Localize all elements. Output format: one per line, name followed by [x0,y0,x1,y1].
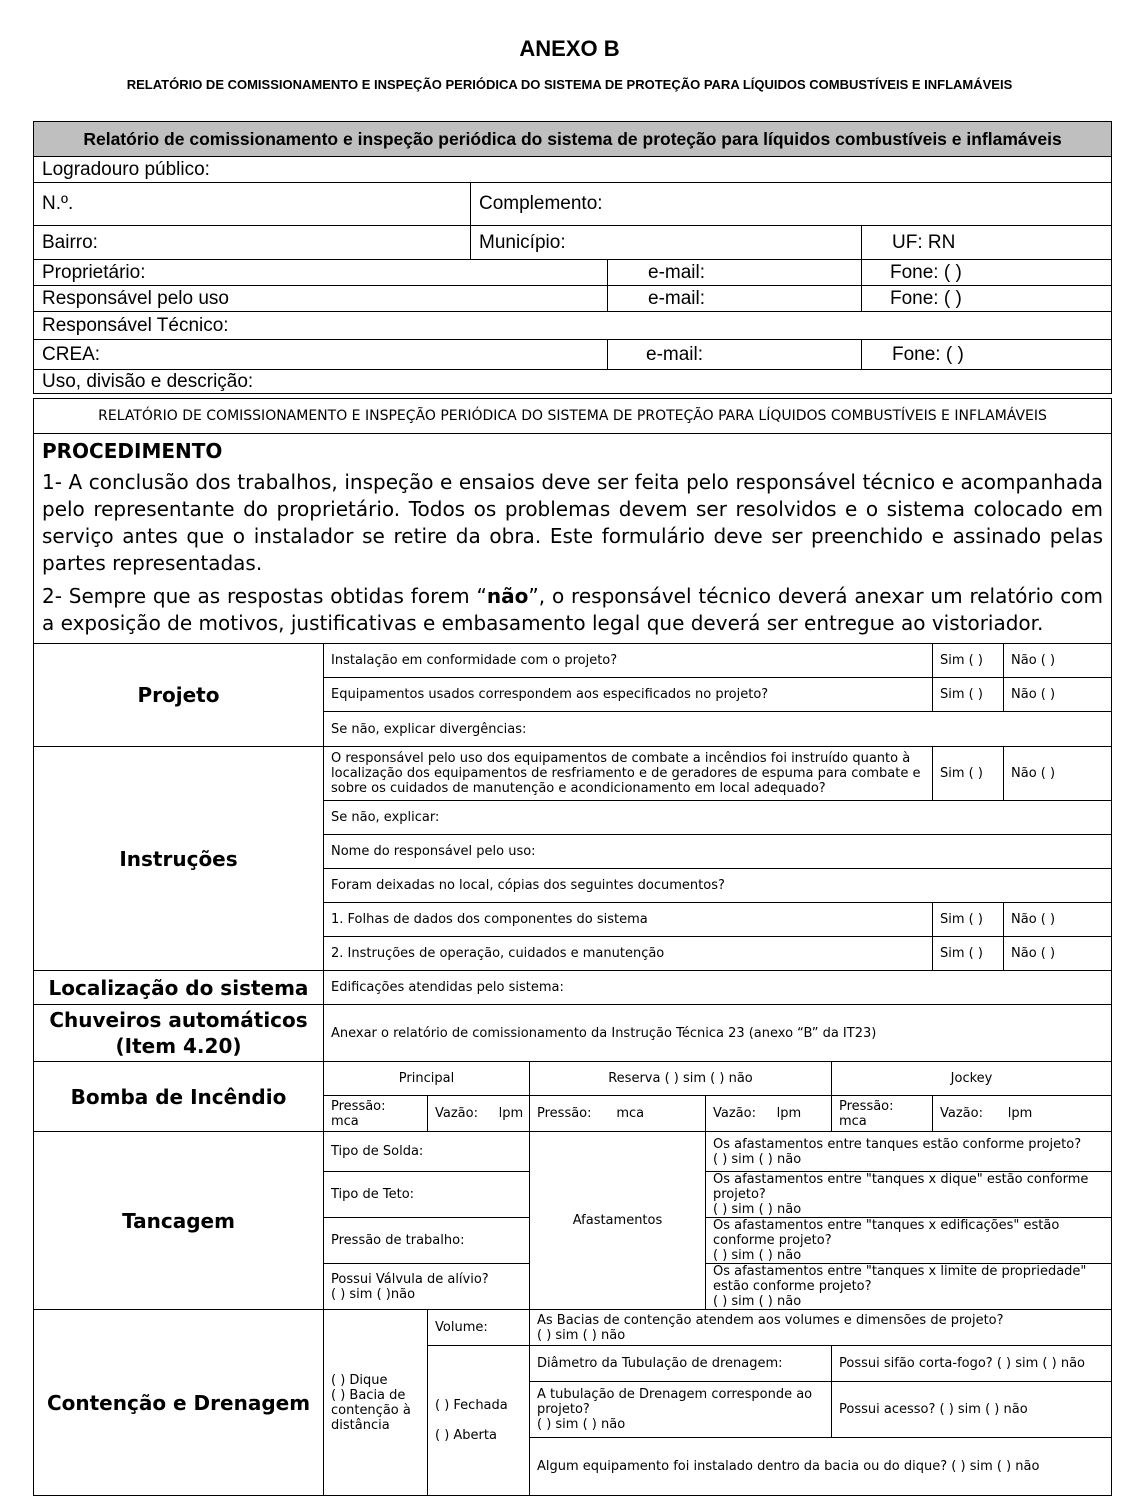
tancagem-a3[interactable]: Os afastamentos entre "tanques x edificações" estão conforme projeto? ( ) sim ( ) não [706,1218,1112,1264]
procedure-paragraph-1: 1- A conclusão dos trabalhos, inspeção e ensaios deve ser feita pelo responsável técnico e acompanhada pelo representante do proprietário. Todos os problemas devem ser resolvidos e o sistema colocado em serviço antes que o instalador se retire da obra. Este formulário deve ser preenchido e assinado pelas partes representadas. [42,470,1104,575]
section-bomba: Bomba de Incêndio [34,1062,324,1132]
proprietario-field[interactable]: Proprietário: [34,260,608,286]
tancagem-a1[interactable]: Os afastamentos entre tanques estão conforme projeto? ( ) sim ( ) não [706,1132,1112,1172]
bairro-field[interactable]: Bairro: [34,226,471,260]
procedure-paragraph-2: 2- Sempre que as respostas obtidas forem “não”, o responsável técnico deverá anexar um relatório com a exposição de motivos, justificativas e embasamento legal que deverá ser entregue ao vistoriador. [42,584,1104,635]
tancagem-pressao[interactable]: Pressão de trabalho: [324,1218,530,1264]
numero-field[interactable]: N.º. [34,183,471,226]
instrucoes-q5-nao[interactable]: Não ( ) [1004,903,1112,937]
uso-field[interactable]: Uso, divisão e descrição: [34,370,1112,394]
instrucoes-q5-sim[interactable]: Sim ( ) [933,903,1004,937]
crea-fone-field[interactable]: Fone: ( ) [862,340,1112,370]
responsavel-uso-field[interactable]: Responsável pelo uso [34,286,608,312]
tancagem-a2[interactable]: Os afastamentos entre "tanques x dique" estão conforme projeto? ( ) sim ( ) não [706,1172,1112,1218]
form-heading: Relatório de comissionamento e inspeção periódica do sistema de proteção para líquidos combustíveis e inflamáveis [34,122,1112,157]
section-localizacao: Localização do sistema [34,971,324,1005]
chuveiros-q1: Anexar o relatório de comissionamento da Instrução Técnica 23 (anexo “B” da IT23) [324,1005,1112,1062]
section-instrucoes: Instruções [34,747,324,971]
bomba-reserva-pressao[interactable]: Pressão: mca [530,1096,706,1132]
crea-email-field[interactable]: e-mail: [608,340,862,370]
identification-table [33,121,1112,394]
procedure-title: PROCEDIMENTO [42,439,223,463]
bomba-principal: Principal [324,1062,530,1096]
section-projeto: Projeto [34,644,324,747]
projeto-q2: Equipamentos usados correspondem aos especificados no projeto? [324,678,933,712]
tancagem-a4[interactable]: Os afastamentos entre "tanques x limite de propriedade" estão conforme projeto? ( ) sim ( ) não [706,1264,1112,1310]
bomba-principal-vazao[interactable]: Vazão: lpm [428,1096,530,1132]
procedure-block [34,434,1112,644]
bomba-principal-pressao[interactable]: Pressão: mca [324,1096,428,1132]
contencao-q3[interactable]: Possui sifão corta-fogo? ( ) sim ( ) não [832,1346,1112,1382]
contencao-q5[interactable]: Possui acesso? ( ) sim ( ) não [832,1382,1112,1438]
instrucoes-q6-sim[interactable]: Sim ( ) [933,937,1004,971]
bomba-jockey-vazao[interactable]: Vazão: lpm [933,1096,1112,1132]
document-title: ANEXO B [519,36,620,61]
crea-field[interactable]: CREA: [34,340,608,370]
municipio-field[interactable]: Município: [471,226,862,260]
contencao-q2[interactable]: Diâmetro da Tubulação de drenagem: [530,1346,832,1382]
complemento-field[interactable]: Complemento: [471,183,1112,226]
contencao-volume[interactable]: Volume: [428,1310,530,1346]
contencao-q1[interactable]: As Bacias de contenção atendem aos volumes e dimensões de projeto? ( ) sim ( ) não [530,1310,1112,1346]
instrucoes-q3[interactable]: Nome do responsável pelo uso: [324,835,1112,869]
contencao-q6[interactable]: Algum equipamento foi instalado dentro da bacia ou do dique? ( ) sim ( ) não [530,1438,1112,1496]
logradouro-field[interactable]: Logradouro público: [34,157,1112,183]
instrucoes-q2[interactable]: Se não, explicar: [324,801,1112,835]
projeto-q1-sim[interactable]: Sim ( ) [933,644,1004,678]
tancagem-afastamentos: Afastamentos [530,1132,706,1310]
instrucoes-q5: 1. Folhas de dados dos componentes do sistema [324,903,933,937]
projeto-q1: Instalação em conformidade com o projeto? [324,644,933,678]
tancagem-valvula[interactable]: Possui Válvula de alívio? ( ) sim ( )não [324,1264,530,1310]
report-heading: RELATÓRIO DE COMISSIONAMENTO E INSPEÇÃO PERIÓDICA DO SISTEMA DE PROTEÇÃO PARA LÍQUIDOS COMBUSTÍVEIS E INFLAMÁVEIS [34,399,1112,434]
inspection-table [33,398,1112,1496]
responsavel-tecnico-field[interactable]: Responsável Técnico: [34,312,1112,340]
tancagem-solda[interactable]: Tipo de Solda: [324,1132,530,1172]
section-contencao: Contenção e Drenagem [34,1310,324,1496]
contencao-tipo[interactable]: ( ) Dique ( ) Bacia de contenção à distância [324,1310,428,1496]
instrucoes-q1: O responsável pelo uso dos equipamentos de combate a incêndios foi instruído quanto à localização dos equipamentos de resfriamento e de geradores de espuma para combate e sobre os cuidados de manutenção e acondicionamento em local adequado? [324,747,933,801]
uf-field[interactable]: UF: RN [862,226,1112,260]
bomba-reserva[interactable]: Reserva ( ) sim ( ) não [530,1062,832,1096]
instrucoes-q6: 2. Instruções de operação, cuidados e manutenção [324,937,933,971]
bomba-jockey: Jockey [832,1062,1112,1096]
localizacao-q1[interactable]: Edificações atendidas pelo sistema: [324,971,1112,1005]
instrucoes-q1-nao[interactable]: Não ( ) [1004,747,1112,801]
bomba-reserva-vazao[interactable]: Vazão: lpm [706,1096,832,1132]
proprietario-fone-field[interactable]: Fone: ( ) [862,260,1112,286]
projeto-q2-nao[interactable]: Não ( ) [1004,678,1112,712]
document-subtitle: RELATÓRIO DE COMISSIONAMENTO E INSPEÇÃO PERIÓDICA DO SISTEMA DE PROTEÇÃO PARA LÍQUIDOS COMBUSTÍVEIS E INFLAMÁVEIS [126,77,1013,92]
section-chuveiros: Chuveiros automáticos (Item 4.20) [34,1005,324,1062]
section-tancagem: Tancagem [34,1132,324,1310]
instrucoes-q1-sim[interactable]: Sim ( ) [933,747,1004,801]
projeto-q2-sim[interactable]: Sim ( ) [933,678,1004,712]
bomba-jockey-pressao[interactable]: Pressão: mca [832,1096,933,1132]
tancagem-teto[interactable]: Tipo de Teto: [324,1172,530,1218]
contencao-fechada-aberta[interactable]: ( ) Fechada ( ) Aberta [428,1346,530,1496]
instrucoes-q4: Foram deixadas no local, cópias dos seguintes documentos? [324,869,1112,903]
responsavel-uso-email-field[interactable]: e-mail: [608,286,862,312]
instrucoes-q6-nao[interactable]: Não ( ) [1004,937,1112,971]
projeto-q1-nao[interactable]: Não ( ) [1004,644,1112,678]
projeto-q3[interactable]: Se não, explicar divergências: [324,712,1112,747]
responsavel-uso-fone-field[interactable]: Fone: ( ) [862,286,1112,312]
contencao-q4[interactable]: A tubulação de Drenagem corresponde ao projeto? ( ) sim ( ) não [530,1382,832,1438]
proprietario-email-field[interactable]: e-mail: [608,260,862,286]
